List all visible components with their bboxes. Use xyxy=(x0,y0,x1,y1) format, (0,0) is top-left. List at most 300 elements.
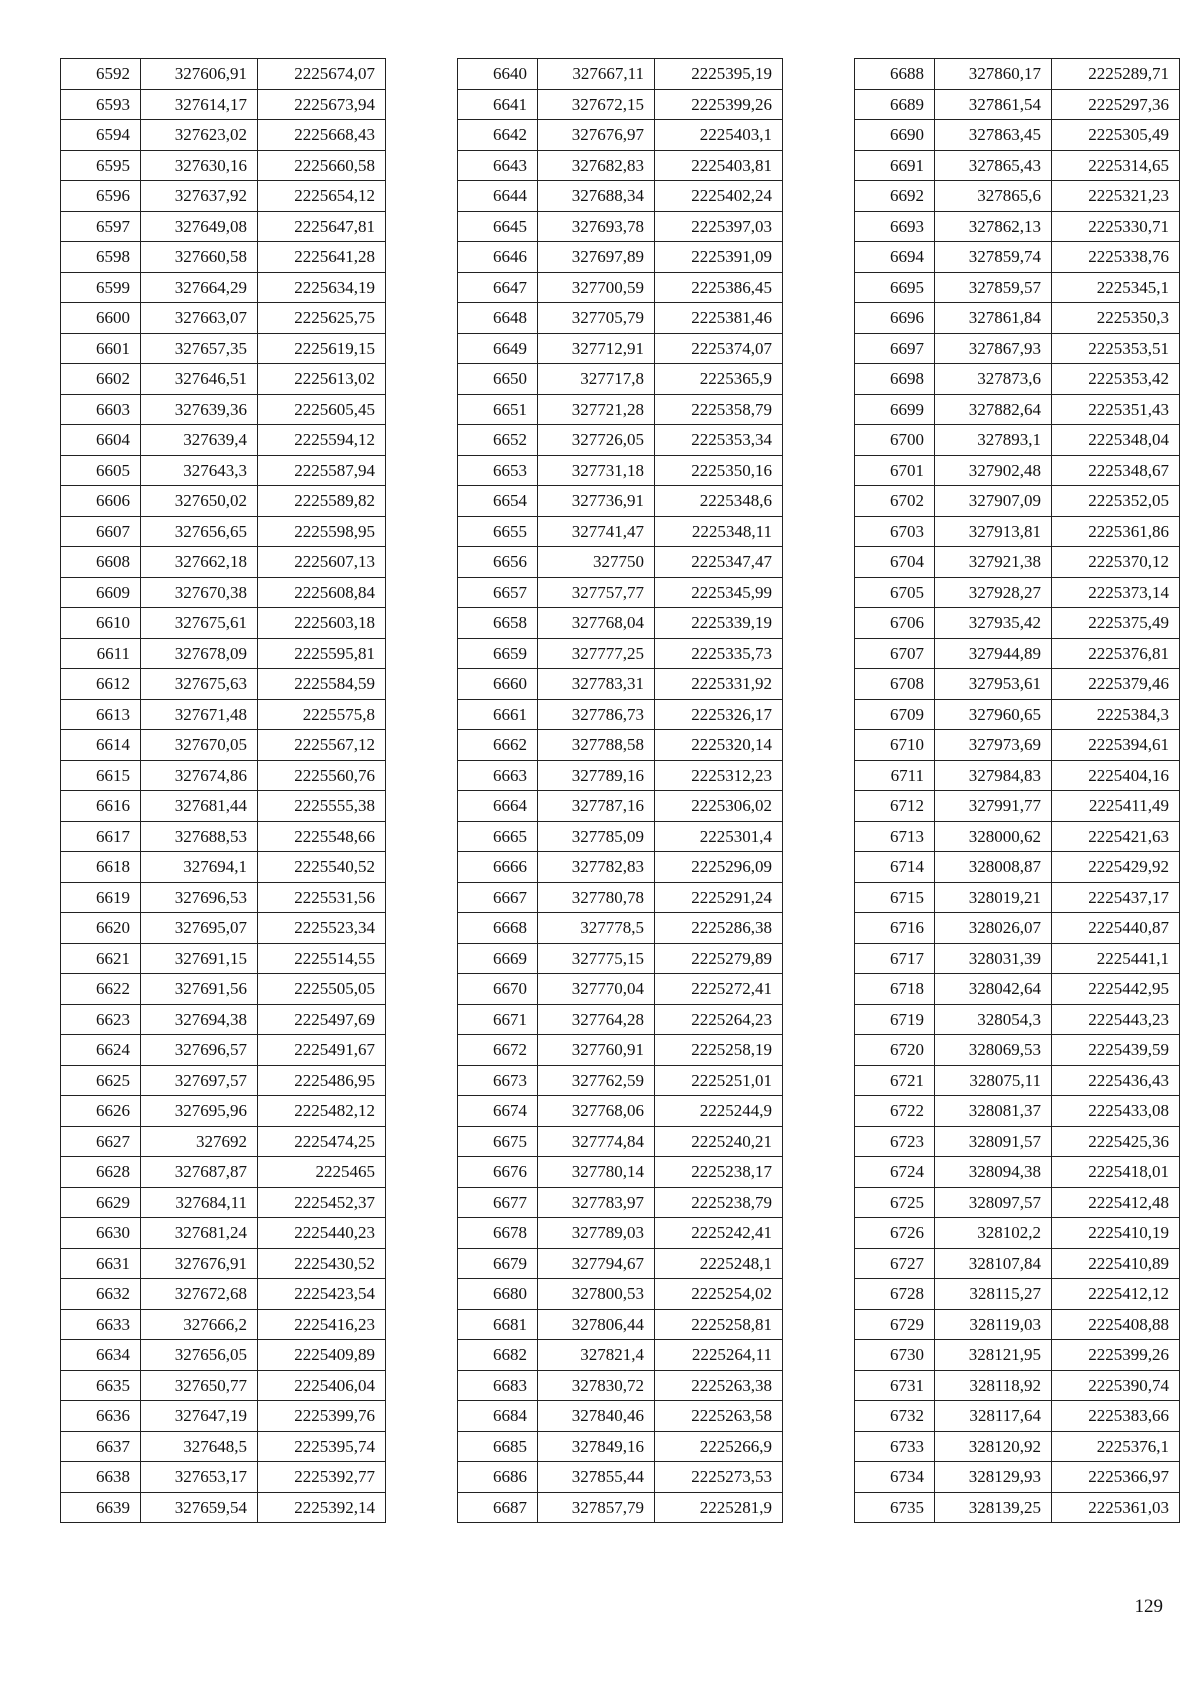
table-row xyxy=(61,852,386,883)
table-row xyxy=(855,1340,1180,1371)
point-number-cell: 6612 xyxy=(61,669,141,700)
y-coordinate-cell: 2225339,19 xyxy=(655,608,783,639)
x-coordinate-cell: 327991,77 xyxy=(935,791,1052,822)
point-number-cell: 6682 xyxy=(458,1340,538,1371)
point-number-cell: 6725 xyxy=(855,1187,935,1218)
point-number-cell: 6732 xyxy=(855,1401,935,1432)
point-number-cell: 6730 xyxy=(855,1340,935,1371)
table-row xyxy=(458,730,783,761)
y-coordinate-cell: 2225598,95 xyxy=(258,516,386,547)
point-number-cell: 6728 xyxy=(855,1279,935,1310)
y-coordinate-cell: 2225654,12 xyxy=(258,181,386,212)
point-number-cell: 6706 xyxy=(855,608,935,639)
point-number-cell: 6685 xyxy=(458,1431,538,1462)
y-coordinate-cell: 2225348,04 xyxy=(1052,425,1180,456)
x-coordinate-cell: 327861,54 xyxy=(935,89,1052,120)
y-coordinate-cell: 2225365,9 xyxy=(655,364,783,395)
table-row xyxy=(61,1157,386,1188)
x-coordinate-cell: 327726,05 xyxy=(538,425,655,456)
table-row xyxy=(855,669,1180,700)
point-number-cell: 6667 xyxy=(458,882,538,913)
table-row xyxy=(458,1401,783,1432)
x-coordinate-cell: 328097,57 xyxy=(935,1187,1052,1218)
x-coordinate-cell: 327657,35 xyxy=(141,333,258,364)
x-coordinate-cell: 327902,48 xyxy=(935,455,1052,486)
y-coordinate-cell: 2225409,89 xyxy=(258,1340,386,1371)
table-row xyxy=(458,1035,783,1066)
y-coordinate-cell: 2225373,14 xyxy=(1052,577,1180,608)
table-row xyxy=(458,699,783,730)
point-number-cell: 6650 xyxy=(458,364,538,395)
point-number-cell: 6665 xyxy=(458,821,538,852)
table-row xyxy=(61,1401,386,1432)
point-number-cell: 6674 xyxy=(458,1096,538,1127)
table-row xyxy=(61,1309,386,1340)
table-row xyxy=(855,1248,1180,1279)
point-number-cell: 6699 xyxy=(855,394,935,425)
x-coordinate-cell: 327760,91 xyxy=(538,1035,655,1066)
table-row xyxy=(61,272,386,303)
table-row xyxy=(855,516,1180,547)
table-row xyxy=(458,1004,783,1035)
point-number-cell: 6678 xyxy=(458,1218,538,1249)
table-row xyxy=(61,730,386,761)
point-number-cell: 6602 xyxy=(61,364,141,395)
x-coordinate-cell: 327691,56 xyxy=(141,974,258,1005)
y-coordinate-cell: 2225386,45 xyxy=(655,272,783,303)
x-coordinate-cell: 327736,91 xyxy=(538,486,655,517)
table-row xyxy=(458,272,783,303)
table-row xyxy=(61,608,386,639)
table-row xyxy=(61,455,386,486)
y-coordinate-cell: 2225418,01 xyxy=(1052,1157,1180,1188)
x-coordinate-cell: 327785,09 xyxy=(538,821,655,852)
x-coordinate-cell: 327921,38 xyxy=(935,547,1052,578)
x-coordinate-cell: 327671,48 xyxy=(141,699,258,730)
y-coordinate-cell: 2225390,74 xyxy=(1052,1370,1180,1401)
x-coordinate-cell: 327614,17 xyxy=(141,89,258,120)
x-coordinate-cell: 327768,06 xyxy=(538,1096,655,1127)
table-row xyxy=(61,577,386,608)
y-coordinate-cell: 2225353,42 xyxy=(1052,364,1180,395)
table-row xyxy=(458,1157,783,1188)
point-number-cell: 6680 xyxy=(458,1279,538,1310)
point-number-cell: 6651 xyxy=(458,394,538,425)
x-coordinate-cell: 328117,64 xyxy=(935,1401,1052,1432)
point-number-cell: 6652 xyxy=(458,425,538,456)
y-coordinate-cell: 2225345,1 xyxy=(1052,272,1180,303)
point-number-cell: 6703 xyxy=(855,516,935,547)
x-coordinate-cell: 327692 xyxy=(141,1126,258,1157)
point-number-cell: 6637 xyxy=(61,1431,141,1462)
x-coordinate-cell: 327678,09 xyxy=(141,638,258,669)
y-coordinate-cell: 2225474,25 xyxy=(258,1126,386,1157)
y-coordinate-cell: 2225412,12 xyxy=(1052,1279,1180,1310)
table-row xyxy=(855,1462,1180,1493)
point-number-cell: 6599 xyxy=(61,272,141,303)
x-coordinate-cell: 327984,83 xyxy=(935,760,1052,791)
table-row xyxy=(458,211,783,242)
table-row xyxy=(61,1065,386,1096)
y-coordinate-cell: 2225335,73 xyxy=(655,638,783,669)
x-coordinate-cell: 327681,44 xyxy=(141,791,258,822)
point-number-cell: 6618 xyxy=(61,852,141,883)
y-coordinate-cell: 2225440,23 xyxy=(258,1218,386,1249)
x-coordinate-cell: 327783,31 xyxy=(538,669,655,700)
table-row xyxy=(61,669,386,700)
y-coordinate-cell: 2225353,34 xyxy=(655,425,783,456)
x-coordinate-cell: 327860,17 xyxy=(935,59,1052,90)
y-coordinate-cell: 2225429,92 xyxy=(1052,852,1180,883)
x-coordinate-cell: 328118,92 xyxy=(935,1370,1052,1401)
x-coordinate-cell: 327688,53 xyxy=(141,821,258,852)
x-coordinate-cell: 328119,03 xyxy=(935,1309,1052,1340)
y-coordinate-cell: 2225443,23 xyxy=(1052,1004,1180,1035)
point-number-cell: 6654 xyxy=(458,486,538,517)
y-coordinate-cell: 2225375,49 xyxy=(1052,608,1180,639)
y-coordinate-cell: 2225240,21 xyxy=(655,1126,783,1157)
table-row xyxy=(855,852,1180,883)
table-row xyxy=(855,699,1180,730)
y-coordinate-cell: 2225641,28 xyxy=(258,242,386,273)
point-number-cell: 6611 xyxy=(61,638,141,669)
point-number-cell: 6689 xyxy=(855,89,935,120)
point-number-cell: 6684 xyxy=(458,1401,538,1432)
point-number-cell: 6627 xyxy=(61,1126,141,1157)
table-row xyxy=(855,303,1180,334)
x-coordinate-cell: 327630,16 xyxy=(141,150,258,181)
y-coordinate-cell: 2225567,12 xyxy=(258,730,386,761)
x-coordinate-cell: 327780,78 xyxy=(538,882,655,913)
x-coordinate-cell: 327862,13 xyxy=(935,211,1052,242)
point-number-cell: 6641 xyxy=(458,89,538,120)
y-coordinate-cell: 2225625,75 xyxy=(258,303,386,334)
table-row xyxy=(855,150,1180,181)
table-row xyxy=(855,608,1180,639)
point-number-cell: 6656 xyxy=(458,547,538,578)
x-coordinate-cell: 327882,64 xyxy=(935,394,1052,425)
point-number-cell: 6598 xyxy=(61,242,141,273)
table-row xyxy=(61,638,386,669)
y-coordinate-cell: 2225404,16 xyxy=(1052,760,1180,791)
y-coordinate-cell: 2225607,13 xyxy=(258,547,386,578)
x-coordinate-cell: 327637,92 xyxy=(141,181,258,212)
point-number-cell: 6620 xyxy=(61,913,141,944)
y-coordinate-cell: 2225392,14 xyxy=(258,1492,386,1523)
table-row xyxy=(855,1035,1180,1066)
x-coordinate-cell: 327770,04 xyxy=(538,974,655,1005)
table-row xyxy=(61,699,386,730)
point-number-cell: 6694 xyxy=(855,242,935,273)
y-coordinate-cell: 2225296,09 xyxy=(655,852,783,883)
point-number-cell: 6722 xyxy=(855,1096,935,1127)
y-coordinate-cell: 2225251,01 xyxy=(655,1065,783,1096)
x-coordinate-cell: 328008,87 xyxy=(935,852,1052,883)
table-row xyxy=(458,913,783,944)
point-number-cell: 6630 xyxy=(61,1218,141,1249)
table-row xyxy=(458,882,783,913)
table-row xyxy=(458,1309,783,1340)
point-number-cell: 6675 xyxy=(458,1126,538,1157)
x-coordinate-cell: 328081,37 xyxy=(935,1096,1052,1127)
x-coordinate-cell: 327697,57 xyxy=(141,1065,258,1096)
table-row xyxy=(855,638,1180,669)
table-row xyxy=(855,364,1180,395)
point-number-cell: 6720 xyxy=(855,1035,935,1066)
table-row xyxy=(458,425,783,456)
point-number-cell: 6718 xyxy=(855,974,935,1005)
y-coordinate-cell: 2225410,19 xyxy=(1052,1218,1180,1249)
y-coordinate-cell: 2225374,07 xyxy=(655,333,783,364)
table-row xyxy=(855,333,1180,364)
y-coordinate-cell: 2225366,97 xyxy=(1052,1462,1180,1493)
x-coordinate-cell: 327684,11 xyxy=(141,1187,258,1218)
table-row xyxy=(61,394,386,425)
table-row xyxy=(61,1370,386,1401)
table-row xyxy=(855,486,1180,517)
x-coordinate-cell: 327659,54 xyxy=(141,1492,258,1523)
table-row xyxy=(458,59,783,90)
x-coordinate-cell: 327670,38 xyxy=(141,577,258,608)
table-row xyxy=(855,1126,1180,1157)
table-row xyxy=(855,120,1180,151)
point-number-cell: 6606 xyxy=(61,486,141,517)
y-coordinate-cell: 2225314,65 xyxy=(1052,150,1180,181)
table-row xyxy=(458,120,783,151)
point-number-cell: 6687 xyxy=(458,1492,538,1523)
x-coordinate-cell: 327664,29 xyxy=(141,272,258,303)
point-number-cell: 6636 xyxy=(61,1401,141,1432)
y-coordinate-cell: 2225391,09 xyxy=(655,242,783,273)
table-row xyxy=(61,1431,386,1462)
point-number-cell: 6663 xyxy=(458,760,538,791)
x-coordinate-cell: 327762,59 xyxy=(538,1065,655,1096)
y-coordinate-cell: 2225392,77 xyxy=(258,1462,386,1493)
point-number-cell: 6657 xyxy=(458,577,538,608)
y-coordinate-cell: 2225399,26 xyxy=(655,89,783,120)
x-coordinate-cell: 327676,91 xyxy=(141,1248,258,1279)
point-number-cell: 6688 xyxy=(855,59,935,90)
x-coordinate-cell: 327863,45 xyxy=(935,120,1052,151)
y-coordinate-cell: 2225674,07 xyxy=(258,59,386,90)
table-row xyxy=(61,181,386,212)
y-coordinate-cell: 2225301,4 xyxy=(655,821,783,852)
x-coordinate-cell: 327648,5 xyxy=(141,1431,258,1462)
y-coordinate-cell: 2225594,12 xyxy=(258,425,386,456)
point-number-cell: 6625 xyxy=(61,1065,141,1096)
table-row xyxy=(855,1431,1180,1462)
y-coordinate-cell: 2225238,79 xyxy=(655,1187,783,1218)
x-coordinate-cell: 328121,95 xyxy=(935,1340,1052,1371)
table-row xyxy=(458,1431,783,1462)
y-coordinate-cell: 2225486,95 xyxy=(258,1065,386,1096)
point-number-cell: 6644 xyxy=(458,181,538,212)
table-row xyxy=(61,760,386,791)
point-number-cell: 6614 xyxy=(61,730,141,761)
table-row xyxy=(855,547,1180,578)
table-row xyxy=(61,1218,386,1249)
point-number-cell: 6642 xyxy=(458,120,538,151)
y-coordinate-cell: 2225452,37 xyxy=(258,1187,386,1218)
table-row xyxy=(458,974,783,1005)
table-row xyxy=(855,181,1180,212)
x-coordinate-cell: 327675,61 xyxy=(141,608,258,639)
point-number-cell: 6658 xyxy=(458,608,538,639)
y-coordinate-cell: 2225540,52 xyxy=(258,852,386,883)
y-coordinate-cell: 2225347,47 xyxy=(655,547,783,578)
point-number-cell: 6716 xyxy=(855,913,935,944)
point-number-cell: 6662 xyxy=(458,730,538,761)
point-number-cell: 6660 xyxy=(458,669,538,700)
table-row xyxy=(855,89,1180,120)
x-coordinate-cell: 327696,57 xyxy=(141,1035,258,1066)
y-coordinate-cell: 2225376,1 xyxy=(1052,1431,1180,1462)
y-coordinate-cell: 2225411,49 xyxy=(1052,791,1180,822)
table-row xyxy=(458,364,783,395)
y-coordinate-cell: 2225289,71 xyxy=(1052,59,1180,90)
point-number-cell: 6690 xyxy=(855,120,935,151)
table-row xyxy=(855,1370,1180,1401)
table-row xyxy=(458,608,783,639)
table-row xyxy=(855,577,1180,608)
y-coordinate-cell: 2225399,76 xyxy=(258,1401,386,1432)
table-row xyxy=(61,1462,386,1493)
y-coordinate-cell: 2225605,45 xyxy=(258,394,386,425)
x-coordinate-cell: 327656,65 xyxy=(141,516,258,547)
y-coordinate-cell: 2225242,41 xyxy=(655,1218,783,1249)
x-coordinate-cell: 328075,11 xyxy=(935,1065,1052,1096)
table-row xyxy=(61,211,386,242)
point-number-cell: 6659 xyxy=(458,638,538,669)
table-row xyxy=(458,760,783,791)
x-coordinate-cell: 327650,77 xyxy=(141,1370,258,1401)
point-number-cell: 6615 xyxy=(61,760,141,791)
table-row xyxy=(458,1096,783,1127)
table-row xyxy=(61,1248,386,1279)
point-number-cell: 6664 xyxy=(458,791,538,822)
table-row xyxy=(458,303,783,334)
table-row xyxy=(855,1279,1180,1310)
point-number-cell: 6622 xyxy=(61,974,141,1005)
y-coordinate-cell: 2225402,24 xyxy=(655,181,783,212)
point-number-cell: 6735 xyxy=(855,1492,935,1523)
x-coordinate-cell: 327768,04 xyxy=(538,608,655,639)
x-coordinate-cell: 327639,36 xyxy=(141,394,258,425)
x-coordinate-cell: 327650,02 xyxy=(141,486,258,517)
table-row xyxy=(61,59,386,90)
y-coordinate-cell: 2225291,24 xyxy=(655,882,783,913)
table-row xyxy=(458,1492,783,1523)
point-number-cell: 6629 xyxy=(61,1187,141,1218)
x-coordinate-cell: 327849,16 xyxy=(538,1431,655,1462)
x-coordinate-cell: 327691,15 xyxy=(141,943,258,974)
table-row xyxy=(61,943,386,974)
table-row xyxy=(855,943,1180,974)
table-row xyxy=(855,1187,1180,1218)
point-number-cell: 6714 xyxy=(855,852,935,883)
y-coordinate-cell: 2225634,19 xyxy=(258,272,386,303)
table-row xyxy=(458,791,783,822)
y-coordinate-cell: 2225238,17 xyxy=(655,1157,783,1188)
table-row xyxy=(458,394,783,425)
point-number-cell: 6709 xyxy=(855,699,935,730)
point-number-cell: 6624 xyxy=(61,1035,141,1066)
point-number-cell: 6646 xyxy=(458,242,538,273)
coordinate-table-3 xyxy=(854,58,1180,1523)
point-number-cell: 6628 xyxy=(61,1157,141,1188)
x-coordinate-cell: 327731,18 xyxy=(538,455,655,486)
y-coordinate-cell: 2225442,95 xyxy=(1052,974,1180,1005)
y-coordinate-cell: 2225348,67 xyxy=(1052,455,1180,486)
x-coordinate-cell: 327928,27 xyxy=(935,577,1052,608)
point-number-cell: 6669 xyxy=(458,943,538,974)
point-number-cell: 6647 xyxy=(458,272,538,303)
y-coordinate-cell: 2225338,76 xyxy=(1052,242,1180,273)
table-row xyxy=(855,791,1180,822)
point-number-cell: 6671 xyxy=(458,1004,538,1035)
x-coordinate-cell: 328042,64 xyxy=(935,974,1052,1005)
table-row xyxy=(458,669,783,700)
x-coordinate-cell: 327681,24 xyxy=(141,1218,258,1249)
y-coordinate-cell: 2225353,51 xyxy=(1052,333,1180,364)
x-coordinate-cell: 327789,16 xyxy=(538,760,655,791)
table-row xyxy=(458,486,783,517)
point-number-cell: 6696 xyxy=(855,303,935,334)
y-coordinate-cell: 2225279,89 xyxy=(655,943,783,974)
point-number-cell: 6719 xyxy=(855,1004,935,1035)
table-row xyxy=(61,516,386,547)
x-coordinate-cell: 327660,58 xyxy=(141,242,258,273)
table-row xyxy=(61,303,386,334)
x-coordinate-cell: 328054,3 xyxy=(935,1004,1052,1035)
x-coordinate-cell: 327646,51 xyxy=(141,364,258,395)
y-coordinate-cell: 2225555,38 xyxy=(258,791,386,822)
y-coordinate-cell: 2225264,11 xyxy=(655,1340,783,1371)
y-coordinate-cell: 2225345,99 xyxy=(655,577,783,608)
point-number-cell: 6633 xyxy=(61,1309,141,1340)
point-number-cell: 6711 xyxy=(855,760,935,791)
y-coordinate-cell: 2225408,88 xyxy=(1052,1309,1180,1340)
x-coordinate-cell: 327674,86 xyxy=(141,760,258,791)
y-coordinate-cell: 2225548,66 xyxy=(258,821,386,852)
y-coordinate-cell: 2225263,38 xyxy=(655,1370,783,1401)
x-coordinate-cell: 327953,61 xyxy=(935,669,1052,700)
table-row xyxy=(61,1004,386,1035)
x-coordinate-cell: 328031,39 xyxy=(935,943,1052,974)
page-number: 129 xyxy=(1134,1596,1163,1617)
x-coordinate-cell: 327859,74 xyxy=(935,242,1052,273)
y-coordinate-cell: 2225263,58 xyxy=(655,1401,783,1432)
point-number-cell: 6672 xyxy=(458,1035,538,1066)
table-row xyxy=(855,730,1180,761)
y-coordinate-cell: 2225421,63 xyxy=(1052,821,1180,852)
table-row xyxy=(855,272,1180,303)
x-coordinate-cell: 327694,38 xyxy=(141,1004,258,1035)
point-number-cell: 6727 xyxy=(855,1248,935,1279)
x-coordinate-cell: 328026,07 xyxy=(935,913,1052,944)
x-coordinate-cell: 328115,27 xyxy=(935,1279,1052,1310)
point-number-cell: 6679 xyxy=(458,1248,538,1279)
x-coordinate-cell: 327935,42 xyxy=(935,608,1052,639)
y-coordinate-cell: 2225440,87 xyxy=(1052,913,1180,944)
point-number-cell: 6702 xyxy=(855,486,935,517)
table-row xyxy=(61,1126,386,1157)
x-coordinate-cell: 328102,2 xyxy=(935,1218,1052,1249)
point-number-cell: 6695 xyxy=(855,272,935,303)
point-number-cell: 6697 xyxy=(855,333,935,364)
point-number-cell: 6693 xyxy=(855,211,935,242)
point-number-cell: 6592 xyxy=(61,59,141,90)
